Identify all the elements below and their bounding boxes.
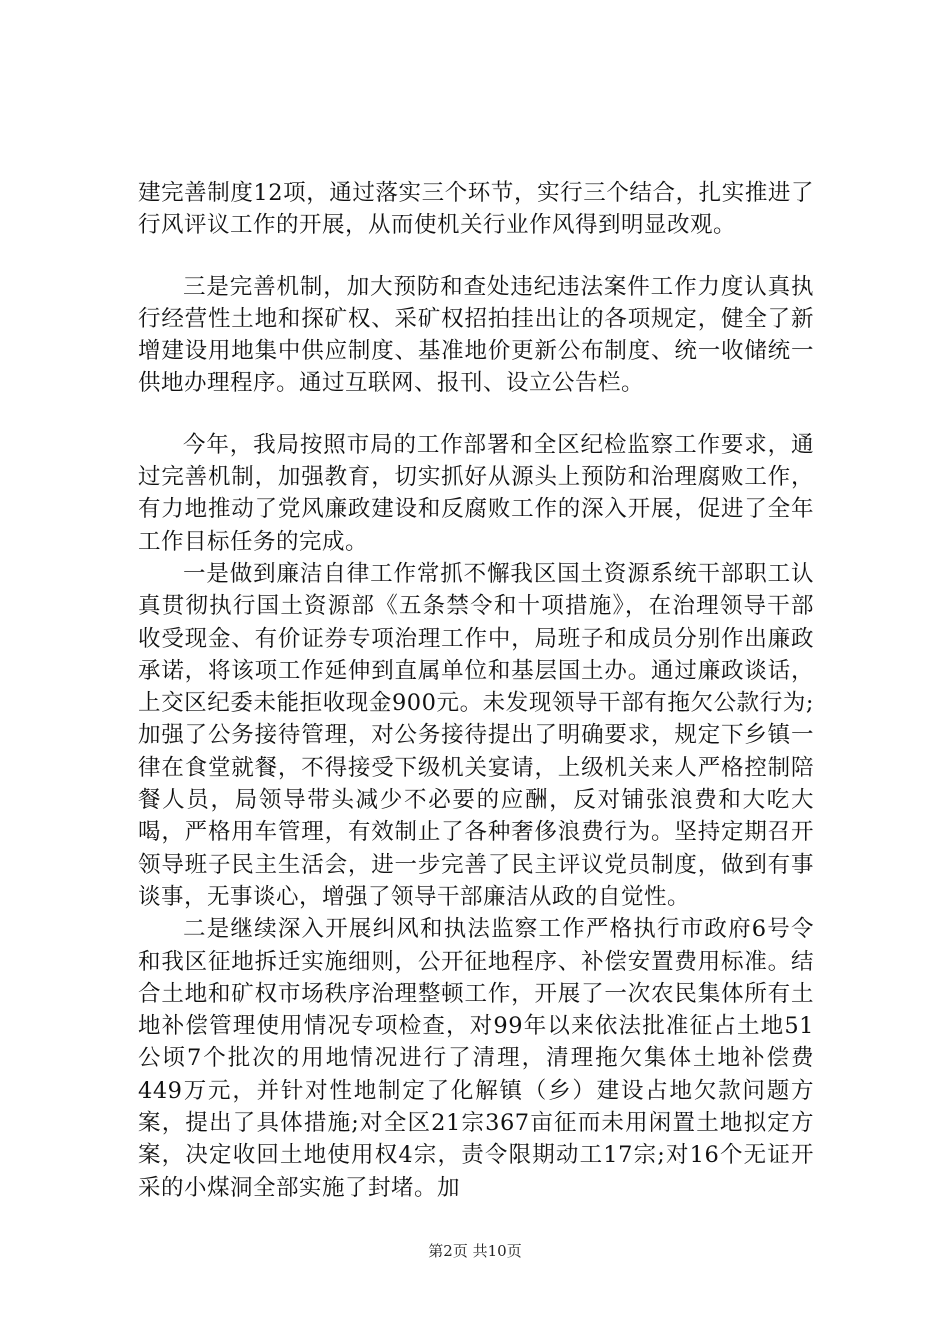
page-number: 第2页 共10页: [428, 1242, 522, 1260]
paragraph-mechanism: 三是完善机制，加大预防和查处违纪违法案件工作力度认真执行经营性土地和探矿权、采矿权招拍挂出让的各项规定，健全了新增建设用地集中供应制度、基准地价更新公布制度、统一收储统一供地办理程序。通过互联网、报刊、设立公告栏。: [138, 273, 814, 397]
paragraph-self-discipline: 一是做到廉洁自律工作常抓不懈我区国土资源系统干部职工认真贯彻执行国土资源部《五条禁令和十项措施》，在治理领导干部收受现金、有价证券专项治理工作中，局班子和成员分别作出廉政承诺，将该项工作延伸到直属单位和基层国土办。通过廉政谈话，上交区纪委未能拒收现金900元。未发现领导干部有拖欠公款行为;加强了公务接待管理，对公务接待提出了明确要求，规定下乡镇一律在食堂就餐，不得接受下级机关宴请，上级机关来人严格控制陪餐人员，局领导带头减少不必要的应酬，反对铺张浪费和大吃大喝，严格用车管理，有效制止了各种奢侈浪费行为。坚持定期召开领导班子民主生活会，进一步完善了民主评议党员制度，做到有事谈事，无事谈心，增强了领导干部廉洁从政的自觉性。: [138, 560, 814, 910]
page-footer: [0, 1240, 950, 1262]
paragraph-summary: 今年，我局按照市局的工作部署和全区纪检监察工作要求，通过完善机制，加强教育，切实抓好从源头上预防和治理腐败工作，有力地推动了党风廉政建设和反腐败工作的深入开展，促进了全年工作目标任务的完成。: [138, 431, 814, 555]
paragraph-continuation: 建完善制度12项，通过落实三个环节，实行三个结合，扎实推进了行风评议工作的开展，从而使机关行业作风得到明显改观。: [138, 180, 814, 239]
paragraph-supervision: 二是继续深入开展纠风和执法监察工作严格执行市政府6号令和我区征地拆迁实施细则，公开征地程序、补偿安置费用标准。结合土地和矿权市场秩序治理整顿工作，开展了一次农民集体所有土地补偿管理使用情况专项检查，对99年以来依法批准征占土地51公顷7个批次的用地情况进行了清理，清理拖欠集体土地补偿费449万元，并针对性地制定了化解镇（乡）建设占地欠款问题方案，提出了具体措施;对全区21宗367亩征而未用闲置土地拟定方案，决定收回土地使用权4宗，责令限期动工17宗;对16个无证开采的小煤洞全部实施了封堵。加: [138, 916, 814, 1201]
body-text: [138, 177, 814, 1204]
